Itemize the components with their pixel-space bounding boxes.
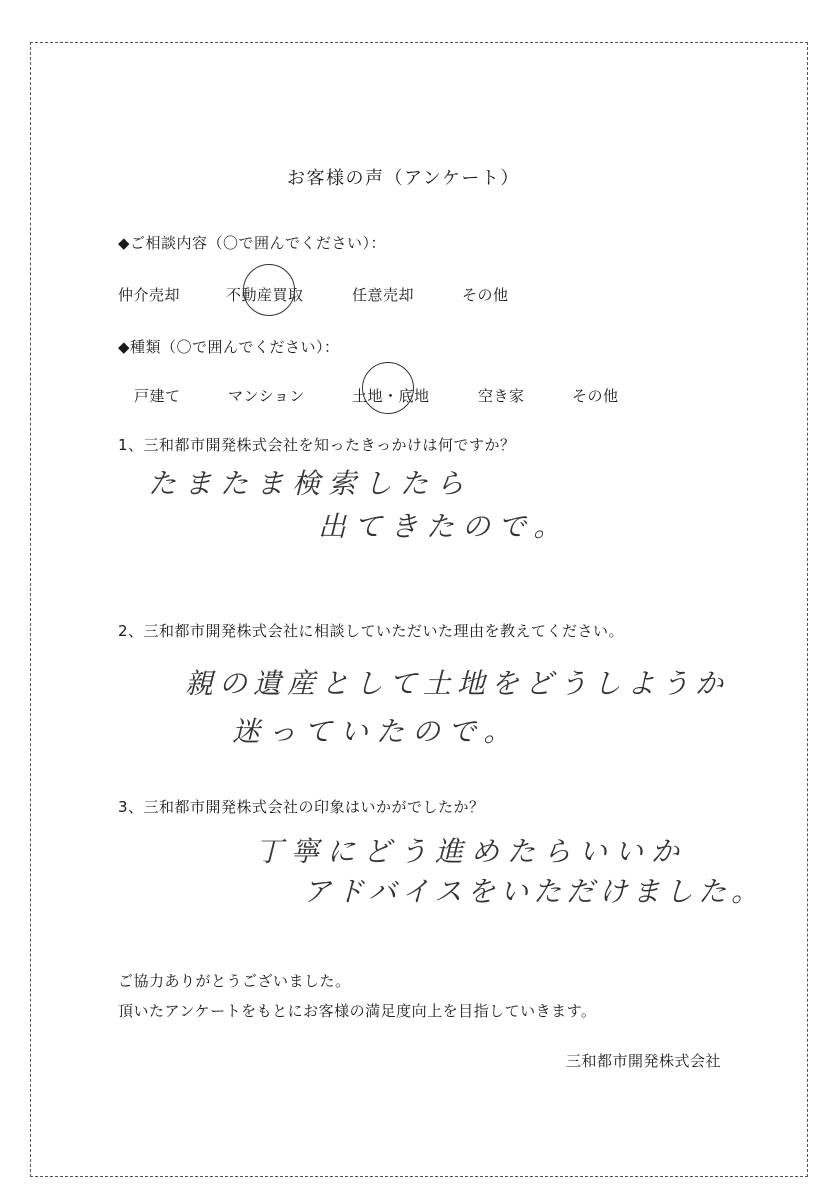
answer-1-line-2: 出てきたので。	[318, 510, 570, 543]
selection-circle	[243, 264, 295, 316]
selection-circle	[362, 362, 414, 414]
closing-message: 頂いたアンケートをもとにお客様の満足度向上を目指していきます。	[118, 1002, 597, 1020]
answer-2-line-2: 迷っていたので。	[232, 715, 520, 748]
page-title: お客様の声（アンケート）	[287, 168, 520, 189]
answer-1-line-1: たまたま検索したら	[148, 467, 473, 500]
consult-option-purchase[interactable]: 不動産買取	[226, 286, 304, 304]
question-2: 2、三和都市開発株式会社に相談していただいた理由を教えてください。	[118, 622, 625, 640]
question-1: 1、三和都市開発株式会社を知ったきっかけは何ですか？	[118, 436, 516, 454]
type-option-land[interactable]: 土地・底地	[352, 387, 430, 405]
type-option-condo[interactable]: マンション	[228, 387, 305, 405]
type-option-vacant-house[interactable]: 空き家	[478, 387, 525, 405]
consult-option-other[interactable]: その他	[462, 286, 509, 304]
answer-3-line-1: 丁寧にどう進めたらいいか	[255, 835, 688, 868]
company-name: 三和都市開発株式会社	[566, 1052, 722, 1070]
type-option-house[interactable]: 戸建て	[134, 387, 181, 405]
question-3: 3、三和都市開発株式会社の印象はいかがでしたか？	[118, 798, 485, 816]
answer-3-line-2: アドバイスをいただけました。	[303, 875, 765, 908]
type-label: ◆種類（〇で囲んでください）：	[118, 338, 340, 356]
closing-thanks: ご協力ありがとうございました。	[118, 972, 351, 990]
type-option-other[interactable]: その他	[572, 387, 619, 405]
consult-option-voluntary-sale[interactable]: 任意売却	[352, 286, 415, 304]
consult-option-brokerage[interactable]: 仲介売却	[118, 286, 181, 304]
consult-label: ◆ご相談内容（〇で囲んでください）：	[118, 234, 387, 252]
answer-2-line-1: 親の遺産として土地をどうしようか	[185, 667, 730, 700]
